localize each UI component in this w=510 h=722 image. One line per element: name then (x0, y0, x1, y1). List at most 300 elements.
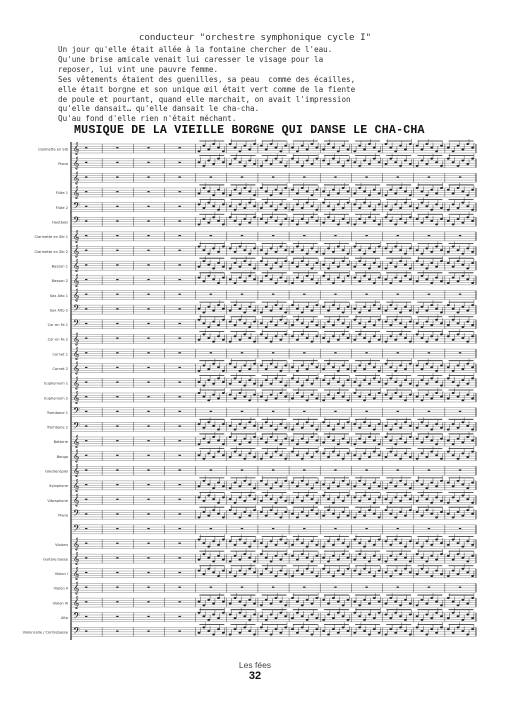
note-head (315, 335, 318, 337)
note-head (378, 192, 381, 194)
note-head (311, 143, 314, 145)
note-head (207, 326, 210, 328)
note-head (461, 222, 464, 224)
note-head (425, 247, 428, 249)
note-head (265, 326, 268, 328)
note-head (394, 277, 397, 279)
whole-rest (85, 279, 87, 280)
note-head (368, 425, 371, 427)
note-head (207, 452, 210, 454)
note-head (279, 454, 282, 456)
whole-rest (85, 455, 87, 456)
note-head (291, 147, 294, 149)
note-head (229, 634, 232, 636)
whole-rest (303, 235, 305, 236)
note-head (270, 163, 273, 165)
note-head (430, 397, 433, 399)
note-head (253, 278, 256, 280)
note-head (342, 615, 345, 617)
note-head (212, 216, 215, 218)
note-head (311, 634, 314, 636)
note-head (296, 203, 299, 205)
note-head (212, 560, 215, 562)
note-head (457, 615, 460, 617)
note-head (461, 337, 464, 339)
instrument-label: Violons (55, 542, 68, 547)
instrument-label: Cornet 1 (52, 352, 68, 357)
whole-rest (459, 294, 461, 295)
note-head (368, 194, 371, 196)
whole-rest (116, 587, 118, 588)
note-head (260, 511, 263, 513)
whole-rest (397, 469, 399, 470)
note-head (373, 262, 376, 264)
note-head (207, 599, 210, 601)
note-head (212, 247, 215, 249)
note-head (409, 425, 412, 427)
note-head (260, 480, 263, 482)
whole-rest (241, 587, 243, 588)
note-head (452, 223, 455, 225)
note-head (385, 560, 388, 562)
whole-rest (178, 147, 180, 148)
note-head (284, 187, 287, 189)
note-head (342, 145, 345, 147)
whole-rest (116, 513, 118, 514)
note-head (452, 538, 455, 540)
note-head (301, 218, 304, 220)
note-head (461, 495, 464, 497)
note-head (353, 161, 356, 163)
note-head (207, 264, 210, 266)
note-head (471, 628, 474, 630)
note-head (342, 604, 345, 606)
note-head (394, 632, 397, 634)
whole-rest (85, 264, 87, 265)
note-head (363, 619, 366, 621)
note-head (234, 482, 237, 484)
whole-rest (147, 352, 149, 353)
note-head (327, 216, 330, 218)
note-head (275, 147, 278, 149)
note-head (337, 161, 340, 163)
note-head (447, 397, 450, 399)
note-head (265, 306, 268, 308)
note-head (284, 311, 287, 313)
whole-rest (428, 235, 430, 236)
note-head (253, 614, 256, 616)
note-head (358, 553, 361, 555)
note-head (332, 304, 335, 306)
note-head (353, 496, 356, 498)
note-head (332, 189, 335, 191)
note-head (430, 451, 433, 453)
note-head (440, 385, 443, 387)
note-head (347, 483, 350, 485)
whole-rest (147, 616, 149, 617)
note-head (212, 143, 215, 145)
note-head (471, 209, 474, 211)
note-head (385, 143, 388, 145)
note-head (222, 192, 225, 194)
note-head (447, 251, 450, 253)
clef: 𝄞 (73, 142, 80, 155)
note-head (212, 540, 215, 542)
note-head (466, 571, 469, 573)
note-head (337, 319, 340, 321)
note-head (234, 304, 237, 306)
whole-rest (116, 411, 118, 412)
note-head (416, 218, 419, 220)
note-head (342, 542, 345, 544)
note-head (385, 383, 388, 385)
note-head (373, 304, 376, 306)
note-head (279, 308, 282, 310)
whole-rest (147, 294, 149, 295)
note-head (378, 277, 381, 279)
note-head (435, 277, 438, 279)
whole-rest (272, 176, 274, 177)
note-head (378, 150, 381, 152)
note-head (217, 597, 220, 599)
note-head (435, 443, 438, 445)
note-head (270, 634, 273, 636)
whole-rest (178, 338, 180, 339)
note-head (301, 249, 304, 251)
note-head (234, 189, 237, 191)
note-head (198, 266, 201, 268)
note-head (385, 363, 388, 365)
note-head (368, 143, 371, 145)
note-head (248, 326, 251, 328)
note-head (243, 311, 246, 313)
clef: 𝄞 (73, 391, 80, 404)
note-head (248, 222, 251, 224)
note-head (373, 220, 376, 222)
note-head (404, 264, 407, 266)
note-head (311, 278, 314, 280)
note-head (404, 546, 407, 548)
whole-rest (116, 220, 118, 221)
note-head (198, 516, 201, 518)
story-line: Qu'une brise amicale venait lui caresser le visage pour la (58, 54, 324, 64)
note-head (296, 632, 299, 634)
note-head (315, 220, 318, 222)
clef: 𝄞 (73, 449, 80, 463)
note-head (368, 383, 371, 385)
note-head (306, 557, 309, 559)
whole-rest (334, 587, 336, 588)
note-head (394, 246, 397, 248)
note-head (430, 502, 433, 504)
note-head (353, 485, 356, 487)
whole-rest (85, 587, 87, 588)
note-head (253, 341, 256, 343)
note-head (461, 452, 464, 454)
instrument-label: Xylophone (48, 484, 68, 489)
clef: 𝄞 (73, 259, 80, 273)
instrument-label: Violoncelle / Contrebasse (22, 630, 68, 635)
note-head (385, 310, 388, 312)
note-head (368, 509, 371, 511)
note-head (466, 540, 469, 542)
note-head (239, 454, 242, 456)
note-head (327, 205, 330, 207)
note-head (368, 310, 371, 312)
note-head (347, 599, 350, 601)
note-head (430, 158, 433, 160)
note-head (291, 513, 294, 515)
note-head (306, 326, 309, 328)
note-head (284, 322, 287, 324)
note-head (385, 278, 388, 280)
note-head (457, 573, 460, 575)
note-head (347, 630, 350, 632)
note-head (378, 485, 381, 487)
note-head (207, 441, 210, 443)
note-head (327, 394, 330, 396)
whole-rest (116, 206, 118, 207)
note-head (466, 321, 469, 323)
note-head (440, 427, 443, 429)
note-head (243, 511, 246, 513)
whole-rest (147, 557, 149, 558)
note-head (399, 511, 402, 513)
note-head (265, 148, 268, 150)
note-head (253, 634, 256, 636)
note-head (347, 202, 350, 204)
note-head (253, 509, 256, 511)
note-head (353, 601, 356, 603)
note-head (337, 192, 340, 194)
whole-rest (178, 455, 180, 456)
note-head (243, 207, 246, 209)
note-head (322, 306, 325, 308)
note-head (368, 436, 371, 438)
note-head (452, 454, 455, 456)
note-head (229, 216, 232, 218)
note-head (239, 319, 242, 321)
note-head (368, 498, 371, 500)
note-head (421, 379, 424, 381)
note-head (368, 216, 371, 218)
note-head (311, 456, 314, 458)
note-head (471, 428, 474, 430)
note-head (222, 161, 225, 163)
note-head (311, 310, 314, 312)
note-head (291, 366, 294, 368)
note-head (373, 251, 376, 253)
note-head (322, 326, 325, 328)
note-head (353, 381, 356, 383)
note-head (315, 189, 318, 191)
whole-rest (85, 499, 87, 500)
note-head (327, 614, 330, 616)
note-head (315, 502, 318, 504)
note-head (198, 246, 201, 248)
story-line: Ses vêtements étaient des guenilles, sa peau comme des écailles, (58, 74, 356, 84)
note-head (301, 187, 304, 189)
note-head (327, 321, 330, 323)
note-head (332, 324, 335, 326)
note-head (322, 630, 325, 632)
note-head (315, 628, 318, 630)
whole-rest (147, 543, 149, 544)
note-head (306, 483, 309, 485)
whole-rest (241, 528, 243, 529)
note-head (425, 194, 428, 196)
note-head (212, 425, 215, 427)
note-head (385, 425, 388, 427)
note-head (471, 555, 474, 557)
note-head (337, 203, 340, 205)
note-head (363, 368, 366, 370)
whole-rest (147, 631, 149, 632)
note-head (296, 392, 299, 394)
note-head (394, 601, 397, 603)
note-head (416, 365, 419, 367)
note-head (373, 428, 376, 430)
note-head (198, 150, 201, 152)
note-head (311, 205, 314, 207)
note-head (198, 454, 201, 456)
whole-rest (178, 601, 180, 602)
whole-rest (178, 323, 180, 324)
note-head (452, 632, 455, 634)
note-head (311, 509, 314, 511)
note-head (253, 425, 256, 427)
whole-rest (85, 469, 87, 470)
note-head (425, 163, 428, 165)
note-head (368, 602, 371, 604)
story-line: de poule et pourtant, quand elle marchait, on avait l'impression (58, 94, 351, 104)
note-head (279, 339, 282, 341)
whole-rest (428, 294, 430, 295)
note-head (466, 143, 469, 145)
note-head (243, 165, 246, 167)
note-head (337, 381, 340, 383)
note-head (291, 189, 294, 191)
note-head (466, 247, 469, 249)
note-head (358, 542, 361, 544)
note-head (457, 311, 460, 313)
note-head (421, 159, 424, 161)
note-head (306, 452, 309, 454)
note-head (461, 515, 464, 517)
note-head (306, 599, 309, 601)
instrument-label: Cornet 2 (52, 367, 68, 372)
whole-rest (147, 367, 149, 368)
note-head (389, 440, 392, 442)
whole-rest (334, 411, 336, 412)
note-head (342, 396, 345, 398)
note-head (363, 495, 366, 497)
note-head (425, 614, 428, 616)
note-head (284, 573, 287, 575)
note-head (322, 483, 325, 485)
note-head (342, 249, 345, 251)
note-head (440, 322, 443, 324)
note-head (347, 441, 350, 443)
story-line: Qu'au fond d'elle rien n'était méchant. (58, 114, 237, 124)
note-head (270, 498, 273, 500)
note-head (461, 599, 464, 601)
note-head (421, 191, 424, 193)
whole-rest (85, 396, 87, 397)
note-head (296, 485, 299, 487)
note-head (284, 542, 287, 544)
note-head (404, 452, 407, 454)
note-head (457, 604, 460, 606)
note-head (327, 560, 330, 562)
whole-rest (397, 176, 399, 177)
note-head (409, 163, 412, 165)
clef: 𝄞 (73, 566, 80, 580)
note-head (327, 363, 330, 365)
whole-rest (85, 367, 87, 368)
note-head (435, 632, 438, 634)
note-head (425, 341, 428, 343)
note-head (363, 568, 366, 570)
note-head (471, 366, 474, 368)
note-head (389, 304, 392, 306)
whole-rest (303, 176, 305, 177)
note-head (394, 370, 397, 372)
note-head (296, 454, 299, 456)
note-head (315, 377, 318, 379)
note-head (385, 247, 388, 249)
note-head (207, 495, 210, 497)
whole-rest (85, 543, 87, 544)
note-head (279, 485, 282, 487)
note-head (363, 515, 366, 517)
note-head (239, 266, 242, 268)
note-head (389, 189, 392, 191)
note-head (373, 147, 376, 149)
note-head (389, 377, 392, 379)
note-head (461, 619, 464, 621)
note-head (430, 575, 433, 577)
clef: 𝄢 (73, 610, 81, 624)
note-head (447, 335, 450, 337)
note-head (457, 427, 460, 429)
note-head (404, 495, 407, 497)
note-head (222, 485, 225, 487)
clef: 𝄞 (73, 581, 80, 595)
note-head (337, 516, 340, 518)
note-head (229, 143, 232, 145)
note-head (217, 428, 220, 430)
whole-rest (303, 352, 305, 353)
note-head (291, 324, 294, 326)
note-head (430, 597, 433, 599)
note-head (389, 428, 392, 430)
note-head (425, 278, 428, 280)
note-head (404, 148, 407, 150)
note-head (296, 612, 299, 614)
note-head (416, 280, 419, 282)
note-head (363, 222, 366, 224)
note-head (409, 310, 412, 312)
note-head (217, 397, 220, 399)
whole-rest (147, 484, 149, 485)
note-head (471, 220, 474, 222)
note-head (265, 253, 268, 255)
note-head (322, 337, 325, 339)
note-head (234, 366, 237, 368)
whole-rest (241, 294, 243, 295)
note-head (270, 571, 273, 573)
